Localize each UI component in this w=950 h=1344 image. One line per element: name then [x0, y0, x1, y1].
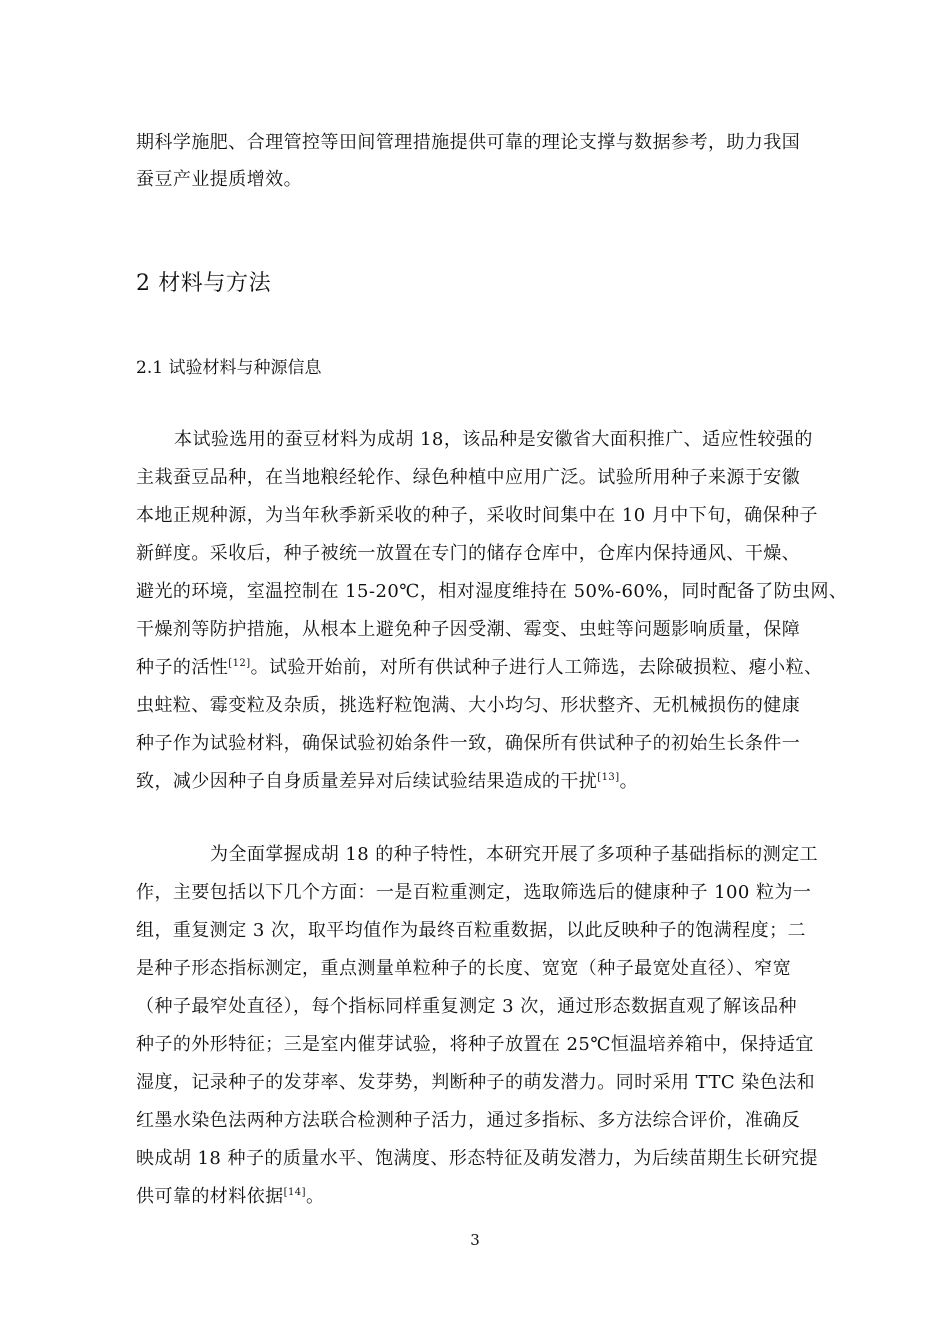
intro-line: 蚕豆产业提质增效。	[136, 169, 303, 190]
paragraph-line: 作，主要包括以下几个方面：一是百粒重测定，选取筛选后的健康种子 100 粒为一	[136, 882, 812, 903]
page-number: 3	[470, 1231, 480, 1249]
intro-line: 期科学施肥、合理管控等田间管理措施提供可靠的理论支撑与数据参考，助力我国	[136, 132, 801, 153]
paragraph-line: 虫蛀粒、霉变粒及杂质，挑选籽粒饱满、大小均匀、形状整齐、无机械损伤的健康	[136, 695, 801, 716]
paragraph-line: 新鲜度。采收后，种子被统一放置在专门的储存仓库中，仓库内保持通风、干燥、	[136, 543, 801, 564]
paragraph-line: 本试验选用的蚕豆材料为成胡 18，该品种是安徽省大面积推广、适应性较强的	[174, 429, 813, 450]
paragraph-line: 是种子形态指标测定，重点测量单粒种子的长度、宽宽（种子最宽处直径）、窄宽	[136, 958, 792, 979]
paragraph-line: 种子的外形特征；三是室内催芽试验，将种子放置在 25℃恒温培养箱中，保持适宜	[136, 1034, 814, 1055]
paragraph-line: 湿度，记录种子的发芽率、发芽势，判断种子的萌发潜力。同时采用 TTC 染色法和	[136, 1072, 816, 1093]
citation-ref: [12]	[228, 658, 251, 669]
citation-ref: [14]	[283, 1187, 306, 1198]
paragraph-line: 映成胡 18 种子的质量水平、饱满度、形态特征及萌发潜力，为后续苗期生长研究提	[136, 1148, 818, 1169]
paragraph-line: 组，重复测定 3 次，取平均值作为最终百粒重数据，以此反映种子的饱满程度；二	[136, 920, 806, 941]
paragraph-line	[136, 1185, 836, 1209]
paragraph-text: 种子的活性	[136, 657, 229, 678]
paragraph-text: 。试验开始前，对所有供试种子进行人工筛选，去除破损粒、瘪小粒、	[250, 657, 823, 678]
paragraph-text: 。	[619, 771, 639, 792]
paragraph-line: 主栽蚕豆品种，在当地粮经轮作、绿色种植中应用广泛。试验所用种子来源于安徽	[136, 467, 801, 488]
paragraph-line: （种子最窄处直径），每个指标同样重复测定 3 次，通过形态数据直观了解该品种	[136, 996, 797, 1017]
subsection-heading: 2.1 试验材料与种源信息	[136, 358, 322, 378]
paragraph-line	[136, 770, 836, 794]
paragraph-text: 供可靠的材料依据	[136, 1186, 284, 1207]
paragraph-line: 干燥剂等防护措施，从根本上避免种子因受潮、霉变、虫蛀等问题影响质量，保障	[136, 619, 801, 640]
paragraph-line	[136, 656, 836, 680]
paragraph-line: 避光的环境，室温控制在 15-20℃，相对湿度维持在 50%-60%，同时配备了防虫网、	[136, 581, 848, 602]
citation-ref: [13]	[597, 772, 620, 783]
paragraph-text: 致，减少因种子自身质量差异对后续试验结果造成的干扰	[136, 771, 598, 792]
paragraph-line: 本地正规种源，为当年秋季新采收的种子，采收时间集中在 10 月中下旬，确保种子	[136, 505, 818, 526]
paragraph-text: 。	[305, 1186, 325, 1207]
paragraph-line: 为全面掌握成胡 18 的种子特性，本研究开展了多项种子基础指标的测定工	[210, 844, 819, 865]
paragraph-line: 种子作为试验材料，确保试验初始条件一致，确保所有供试种子的初始生长条件一	[136, 733, 801, 754]
paragraph-line: 红墨水染色法两种方法联合检测种子活力，通过多指标、多方法综合评价，准确反	[136, 1110, 801, 1131]
section-heading: 2 材料与方法	[136, 271, 272, 296]
